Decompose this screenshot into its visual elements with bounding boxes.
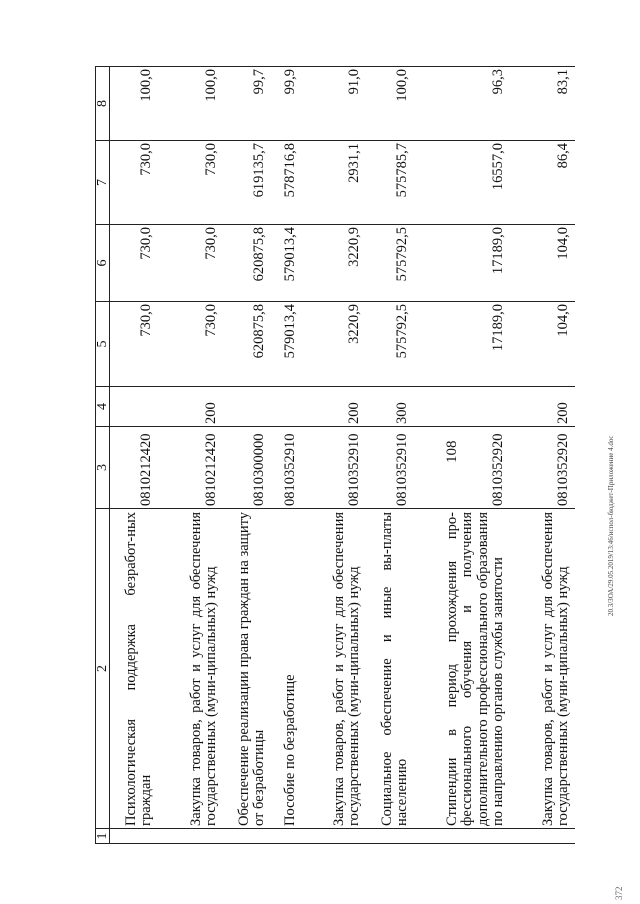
table-cell-c4 <box>110 387 158 427</box>
budget-table <box>95 66 575 844</box>
table-cell-c5: 575792,5 <box>366 302 414 387</box>
table-row <box>110 67 158 844</box>
table-cell-c4: 200 <box>510 387 575 427</box>
table-cell-c1 <box>414 829 510 844</box>
header-cell: 6 <box>96 225 110 302</box>
table-cell-c3: 0810300000 <box>223 427 271 509</box>
table-cell-c7: 2931,1 <box>302 141 366 225</box>
table-cell-c3: 0810352910 <box>271 427 302 509</box>
table-cell-c8: 96,3 <box>414 67 510 141</box>
table-cell-c3: 0810212420 <box>158 427 223 509</box>
table-cell-c4 <box>414 387 510 427</box>
table-cell-c6: 579013,4 <box>271 225 302 302</box>
table-cell-c1 <box>302 829 366 844</box>
table-cell-c8: 100,0 <box>158 67 223 141</box>
table-cell-c6: 3220,9 <box>302 225 366 302</box>
table-cell-c5: 17189,0 <box>414 302 510 387</box>
table-cell-c2: Пособие по безработице <box>271 509 302 829</box>
header-cell: 3 <box>96 427 110 509</box>
table-row <box>302 67 366 844</box>
table-cell-c7: 16557,0 <box>414 141 510 225</box>
table-row <box>366 67 414 844</box>
table-cell-c8: 91,0 <box>302 67 366 141</box>
header-cell: 1 <box>96 829 110 844</box>
table-cell-c4 <box>271 387 302 427</box>
table-cell-c3: 0810352920 <box>414 427 510 509</box>
table-cell-c5: 104,0 <box>510 302 575 387</box>
table-cell-c5: 730,0 <box>110 302 158 387</box>
table-cell-c7: 575785,7 <box>366 141 414 225</box>
table-cell-c2: Обеспечение реализации права граждан на защиту от безработицы <box>223 509 271 829</box>
table-cell-c3: 0810212420 <box>110 427 158 509</box>
header-row <box>96 67 110 844</box>
table-cell-c5: 579013,4 <box>271 302 302 387</box>
table-cell-c8: 100,0 <box>366 67 414 141</box>
table-cell-c6: 730,0 <box>110 225 158 302</box>
table-cell-c6: 104,0 <box>510 225 575 302</box>
table-cell-c6: 620875,8 <box>223 225 271 302</box>
table-cell-c4: 200 <box>158 387 223 427</box>
table-cell-c7: 619135,7 <box>223 141 271 225</box>
table-cell-c7: 730,0 <box>110 141 158 225</box>
table-cell-c1 <box>510 829 575 844</box>
table-cell-c1 <box>110 829 158 844</box>
table-cell-c7: 86,4 <box>510 141 575 225</box>
table-cell-c6: 575792,5 <box>366 225 414 302</box>
table-cell-c2: Стипендии в период прохождения про-фессионального обучения и получения дополнительного профессионального образования по направлению органов службы занятости <box>414 509 510 829</box>
table-cell-c5: 730,0 <box>158 302 223 387</box>
table-cell-c8: 100,0 <box>110 67 158 141</box>
page-number: 108 <box>444 440 460 463</box>
table-cell-c1 <box>366 829 414 844</box>
table-row <box>414 67 510 844</box>
table-cell-c2: Психологическая поддержка безработ-ных граждан <box>110 509 158 829</box>
table-cell-c3: 0810352910 <box>302 427 366 509</box>
table-cell-c4: 200 <box>302 387 366 427</box>
table-cell-c4: 300 <box>366 387 414 427</box>
table-cell-c6: 730,0 <box>158 225 223 302</box>
table-cell-c2: Закупка товаров, работ и услуг для обеспечения государственных (муни-ципальных) нужд <box>302 509 366 829</box>
table-cell-c3: 0810352920 <box>510 427 575 509</box>
table-cell-c4 <box>223 387 271 427</box>
table-cell-c8: 99,7 <box>223 67 271 141</box>
table-cell-c2: Закупка товаров, работ и услуг для обеспечения государственных (муни-ципальных) нужд <box>158 509 223 829</box>
table-cell-c5: 620875,8 <box>223 302 271 387</box>
table-cell-c6: 17189,0 <box>414 225 510 302</box>
table-cell-c2: Социальное обеспечение и иные вы-платы населению <box>366 509 414 829</box>
table-cell-c2: Закупка товаров, работ и услуг для обеспечения государственных (муни-ципальных) нужд <box>510 509 575 829</box>
header-cell: 4 <box>96 387 110 427</box>
table-row <box>510 67 575 844</box>
header-cell: 5 <box>96 302 110 387</box>
table-cell-c7: 578716,8 <box>271 141 302 225</box>
header-cell: 2 <box>96 509 110 829</box>
table-cell-c8: 83,1 <box>510 67 575 141</box>
table-row <box>223 67 271 844</box>
table-row <box>271 67 302 844</box>
table-cell-c1 <box>223 829 271 844</box>
table-cell-c8: 99,9 <box>271 67 302 141</box>
table-cell-c3: 0810352910 <box>366 427 414 509</box>
table-cell-c1 <box>271 829 302 844</box>
corner-mark: 372 <box>614 886 624 900</box>
header-cell: 7 <box>96 141 110 225</box>
file-path-footer: 20.3/ЗОА/29.05.2019/13:46/испол-бюджет-Приложение 4.doc <box>607 435 615 616</box>
table-row <box>158 67 223 844</box>
table-cell-c1 <box>158 829 223 844</box>
header-cell: 8 <box>96 67 110 141</box>
table-cell-c7: 730,0 <box>158 141 223 225</box>
table-cell-c5: 3220,9 <box>302 302 366 387</box>
